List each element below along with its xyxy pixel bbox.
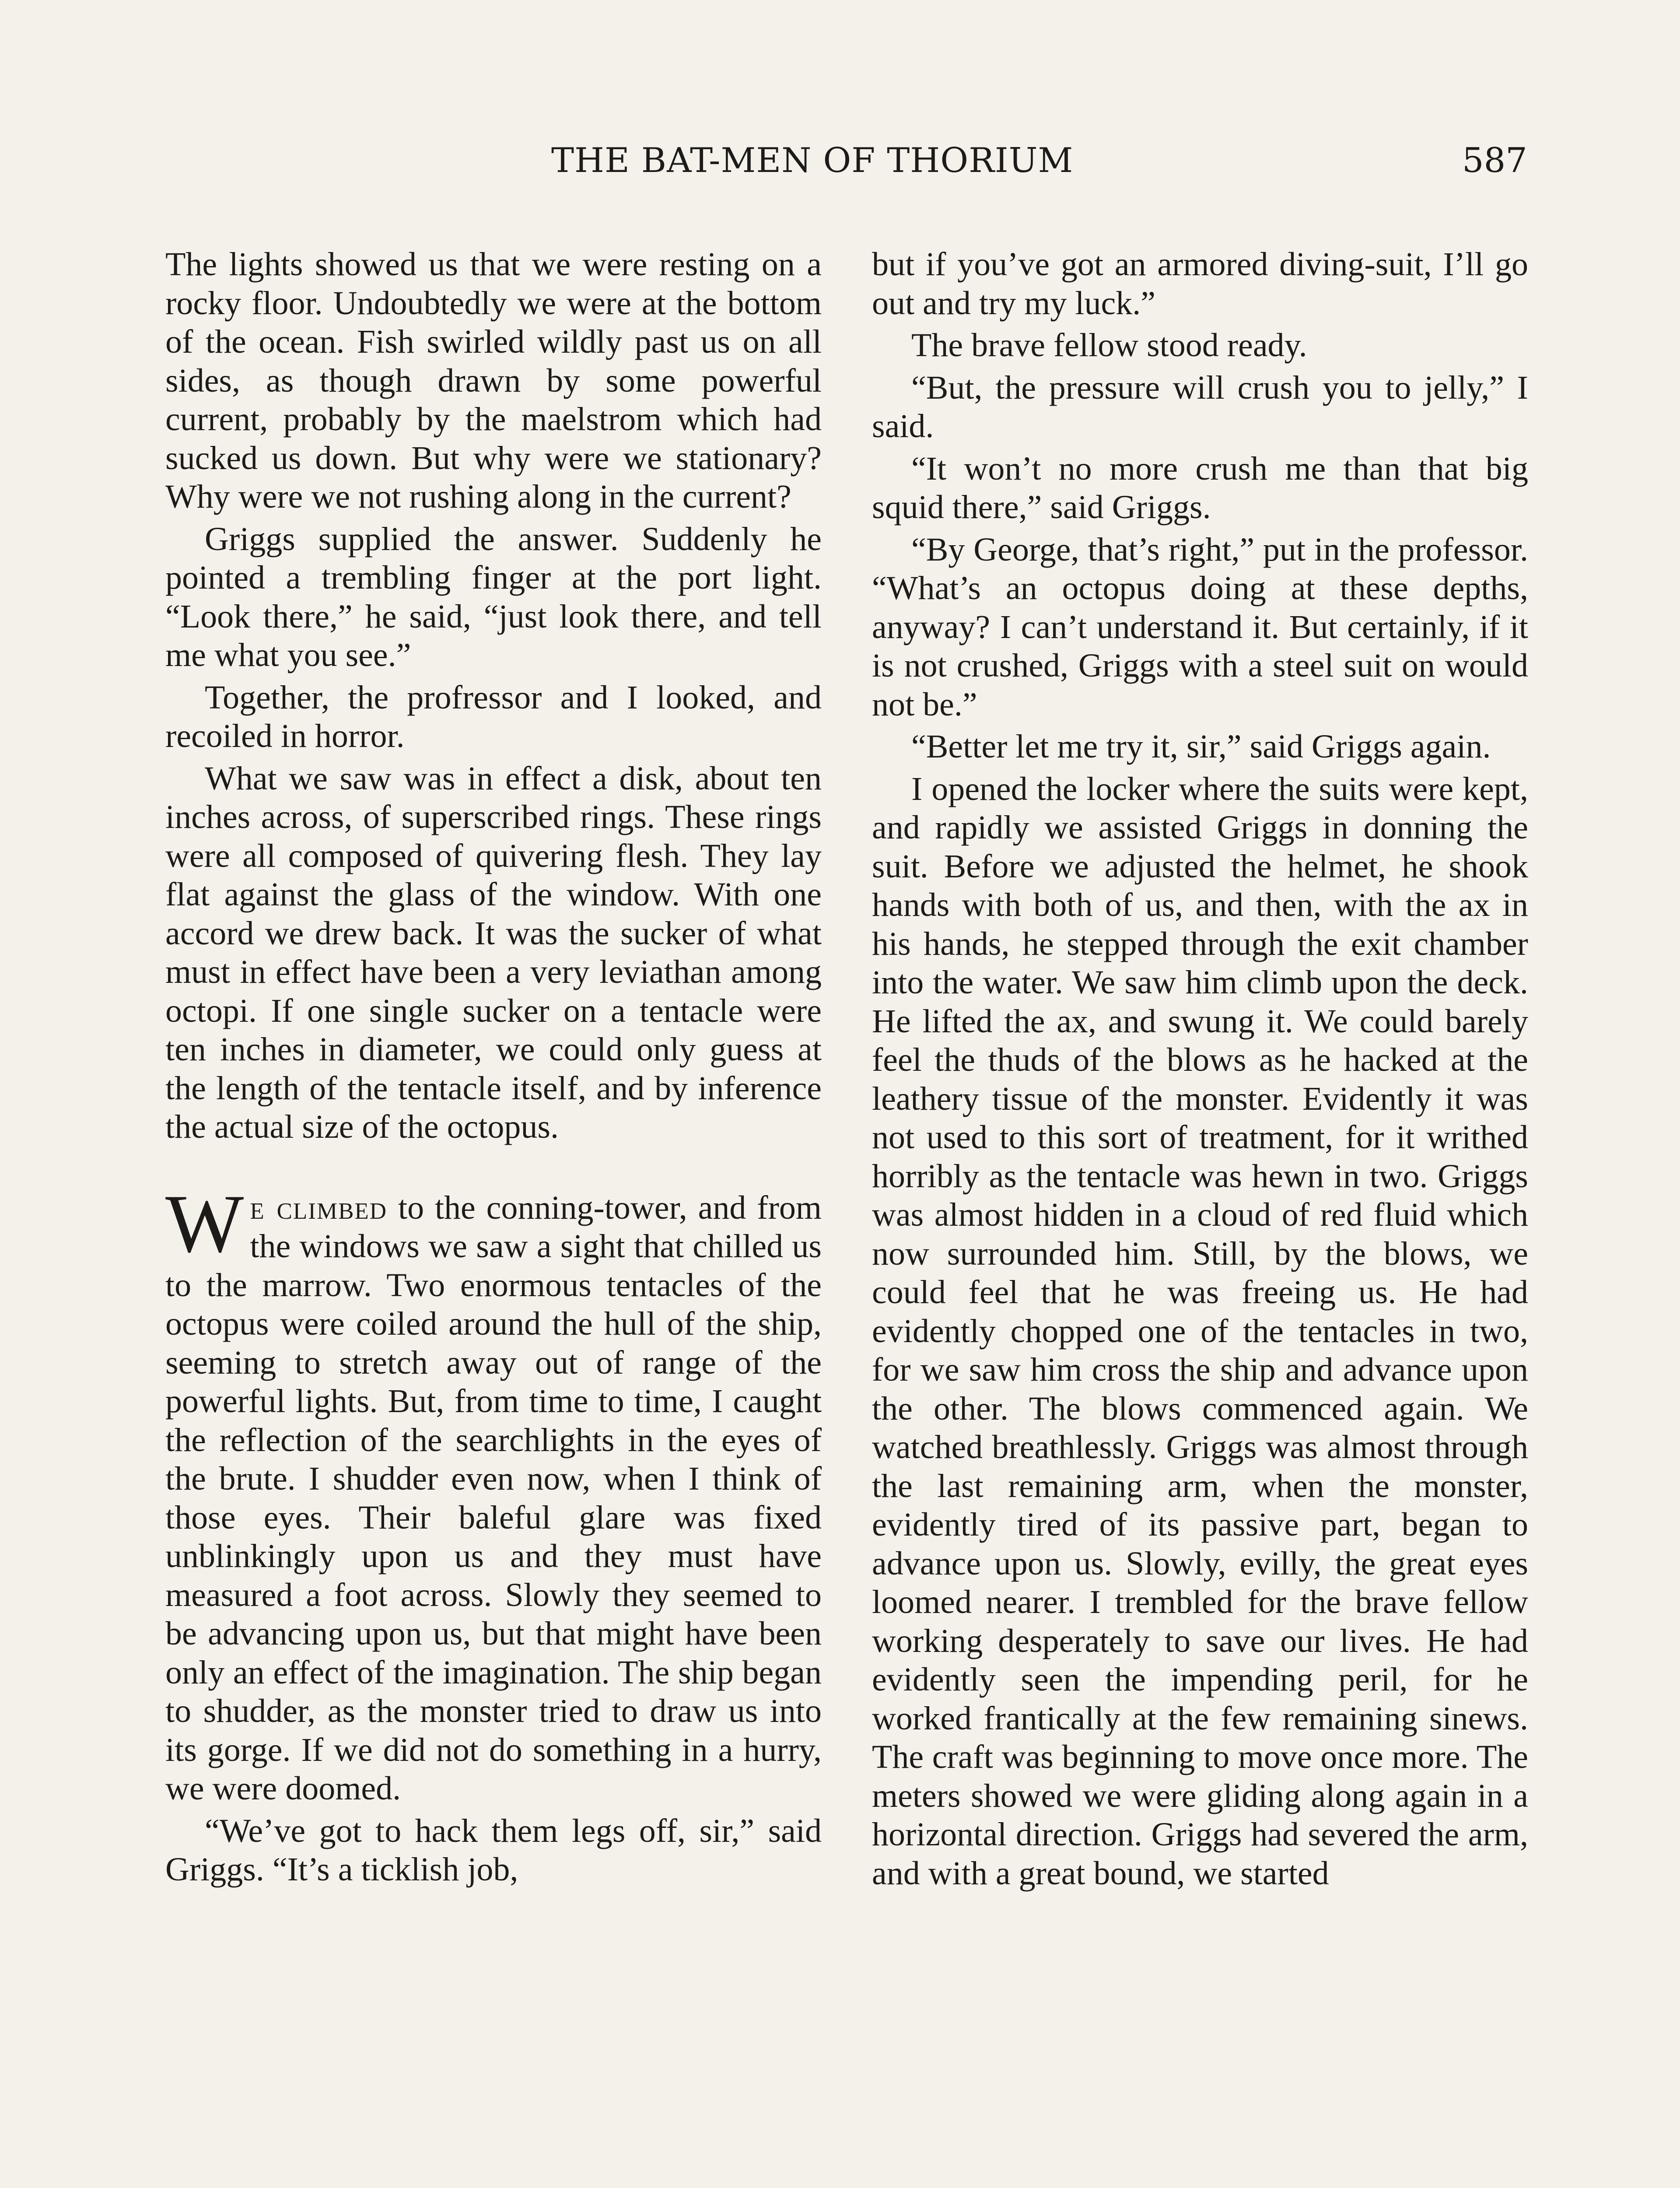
paragraph: What we saw was in effect a disk, about ten inches across, of superscribed rings. These rings were all composed of quivering flesh. They lay flat against the glass of the window. With one accord we drew back. It was the sucker of what must in effect have been a very leviathan among octopi. If one single sucker on a tentacle were ten inches in diameter, we could only guess at the length of the tentacle itself, and by inference the actual size of the octopus. [165, 760, 822, 1145]
section-break [165, 1150, 822, 1189]
paragraph-with-drop-cap [165, 1178, 822, 1808]
small-caps-lead: e climbed [250, 1189, 388, 1226]
paragraph: “Better let me try it, sir,” said Griggs again. [911, 728, 1491, 765]
drop-cap: W [165, 1178, 244, 1270]
paragraph: but if you’ve got an armored diving-suit, I’ll go out and try my luck.” [872, 246, 1528, 322]
paragraph: The brave fellow stood ready. [911, 327, 1307, 364]
paragraph-text: to the conning-tower, and from the windows we saw a sight that chilled us to the marrow. Two enormous tentacles of the octopus were coiled around the hull of the ship, seeming to stretch away out of range of the powerful lights. But, from time to time, I caught the reflection of the searchlights in the eyes of the brute. I shudder even now, when I think of those eyes. Their baleful glare was fixed unblinkingly upon us and they must have measured a foot across. Slowly they seemed to be advancing upon us, but that might have been only an effect of the imagination. The ship began to shudder, as the monster tried to draw us into its gorge. If we did not do something in a hurry, we were doomed. [165, 1189, 822, 1807]
paragraph: Together, the profressor and I looked, and recoiled in horror. [165, 679, 822, 754]
page-number: 587 [1462, 141, 1527, 180]
paragraph: The lights showed us that we were resting on a rocky floor. Undoubtedly we were at the bottom of the ocean. Fish swirled wildly past us on all sides, as though drawn by some powerful current, probably by the maelstrom which had sucked us down. But why were we stationary? Why were we not rushing along in the current? [165, 246, 822, 515]
paragraph: “By George, that’s right,” put in the professor. “What’s an octopus doing at these depths, anyway? I can’t understand it. But certainly, if it is not crushed, Griggs with a steel suit on would not be.” [872, 531, 1528, 723]
right-column [872, 245, 1528, 1896]
paragraph: “It won’t no more crush me than that big squid there,” said Griggs. [872, 450, 1528, 526]
paragraph: Griggs supplied the answer. Suddenly he pointed a trembling finger at the port light. “Look there,” he said, “just look there, and tell me what you see.” [165, 520, 822, 673]
running-head: THE BAT-MEN OF THORIUM [551, 141, 1074, 180]
paragraph: I opened the locker where the suits were kept, and rapidly we assisted Griggs in donning the suit. Before we adjusted the helmet, he shook hands with both of us, and then, with the ax in his hands, he stepped through the exit chamber into the water. We saw him climb upon the deck. He lifted the ax, and swung it. We could barely feel the thuds of the blows as he hacked at the leathery tissue of the monster. Evidently it was not used to this sort of treatment, for it writhed horribly as the tentacle was hewn in two. Griggs was almost hidden in a cloud of red fluid which now surrounded him. Still, by the blows, we could feel that he was freeing us. He had evidently chopped one of the tentacles in two, for we saw him cross the ship and advance upon the other. The blows commenced again. We watched breathlessly. Griggs was almost through the last remaining arm, when the monster, evidently tired of its passive part, began to advance upon us. Slowly, evilly, the great eyes loomed nearer. I trembled for the brave fellow working desperately to save our lives. He had evidently seen the impending peril, for he worked frantically at the few remaining sinews. The craft was beginning to move once more. The meters showed we were gliding along again in a horizontal direction. Griggs had severed the arm, and with a great bound, we started [872, 770, 1528, 1892]
paragraph: “We’ve got to hack them legs off, sir,” said Griggs. “It’s a ticklish job, [165, 1812, 822, 1888]
paragraph: “But, the pressure will crush you to jelly,” I said. [872, 369, 1528, 445]
left-column [165, 245, 822, 1893]
